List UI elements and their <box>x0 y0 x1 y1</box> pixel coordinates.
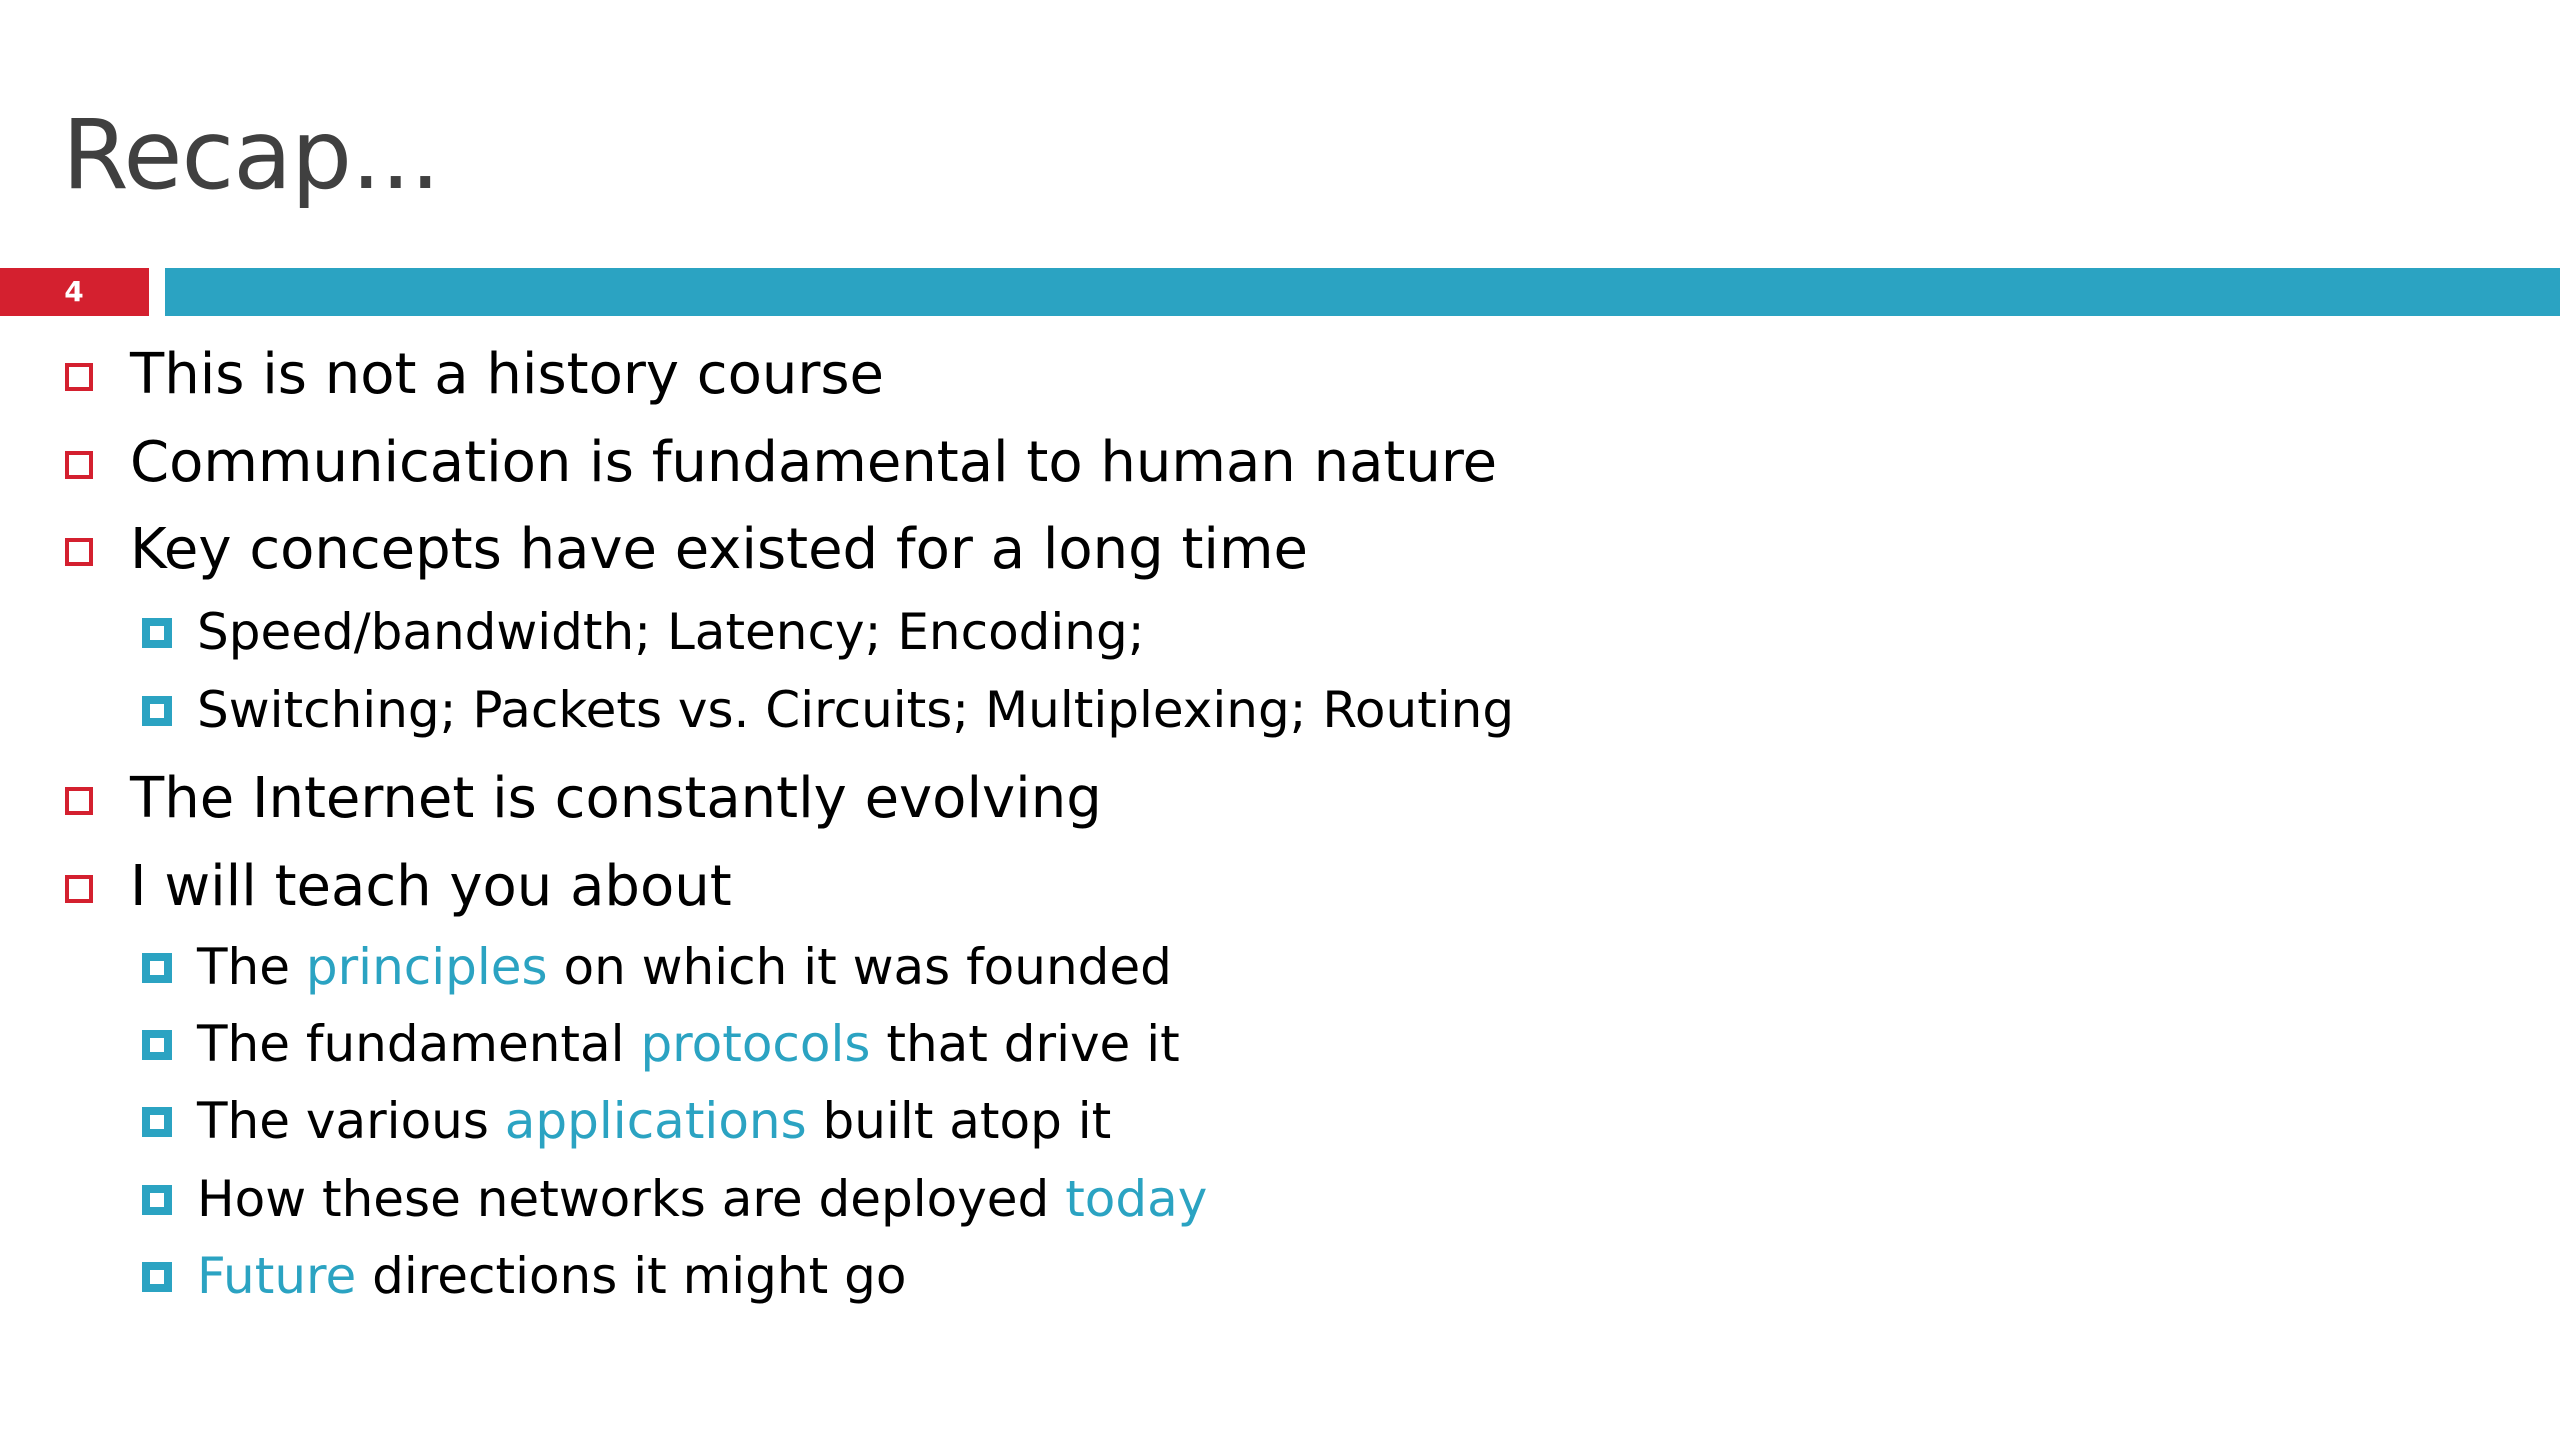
bullet-text <box>197 1090 1111 1152</box>
bullet-text-part: The fundamental <box>197 1015 641 1073</box>
hollow-square-bullet-icon <box>65 451 93 479</box>
hollow-square-bullet-icon <box>65 787 93 815</box>
bullet-text <box>197 1013 1180 1075</box>
square-bullet-icon <box>142 696 172 726</box>
highlighted-term: protocols <box>640 1015 871 1073</box>
bullet-text <box>197 1245 906 1307</box>
bullet-text-part: The Internet is constantly evolving <box>130 766 1102 831</box>
hollow-square-bullet-icon <box>65 875 93 903</box>
bullet-text-part: Speed/bandwidth; Latency; Encoding; <box>197 603 1145 661</box>
highlighted-term: Future <box>197 1247 357 1305</box>
slide-number-box <box>0 268 149 316</box>
slide-title: Recap... <box>62 99 440 211</box>
bullet-text <box>130 428 1497 498</box>
bullet-text-part: directions it might go <box>356 1247 907 1305</box>
highlighted-term: today <box>1065 1170 1208 1228</box>
bullet-text-part: The various <box>197 1092 505 1150</box>
square-bullet-icon <box>142 953 172 983</box>
square-bullet-icon <box>142 1107 172 1137</box>
bullet-text <box>197 679 1514 741</box>
bullet-text <box>197 601 1145 663</box>
square-bullet-icon <box>142 1185 172 1215</box>
highlighted-term: principles <box>305 938 548 996</box>
square-bullet-icon <box>142 1262 172 1292</box>
bullet-text <box>130 764 1102 834</box>
bullet-text <box>130 515 1308 585</box>
bullet-text-part: Switching; Packets vs. Circuits; Multiplexing; Routing <box>197 681 1515 739</box>
bullet-text <box>197 1168 1207 1230</box>
bullet-text-part: on which it was founded <box>547 938 1172 996</box>
square-bullet-icon <box>142 1030 172 1060</box>
bullet-text-part: Communication is fundamental to human nature <box>130 430 1498 495</box>
bullet-text-part: Key concepts have existed for a long time <box>130 517 1308 582</box>
bullet-text <box>130 340 884 410</box>
bullet-text-part: that drive it <box>870 1015 1180 1073</box>
bullet-text-part: The <box>197 938 306 996</box>
slide-number: 4 <box>64 275 84 308</box>
hollow-square-bullet-icon <box>65 363 93 391</box>
bullet-text-part: I will teach you about <box>130 854 732 919</box>
bullet-text <box>197 936 1172 998</box>
title-rule <box>0 268 2560 316</box>
hollow-square-bullet-icon <box>65 538 93 566</box>
bullet-text-part: How these networks are deployed <box>197 1170 1066 1228</box>
bullet-text-part: built atop it <box>806 1092 1112 1150</box>
square-bullet-icon <box>142 618 172 648</box>
highlighted-term: applications <box>504 1092 807 1150</box>
bullet-text-part: This is not a history course <box>130 342 885 407</box>
bullet-text <box>130 852 732 922</box>
accent-bar <box>165 268 2560 316</box>
